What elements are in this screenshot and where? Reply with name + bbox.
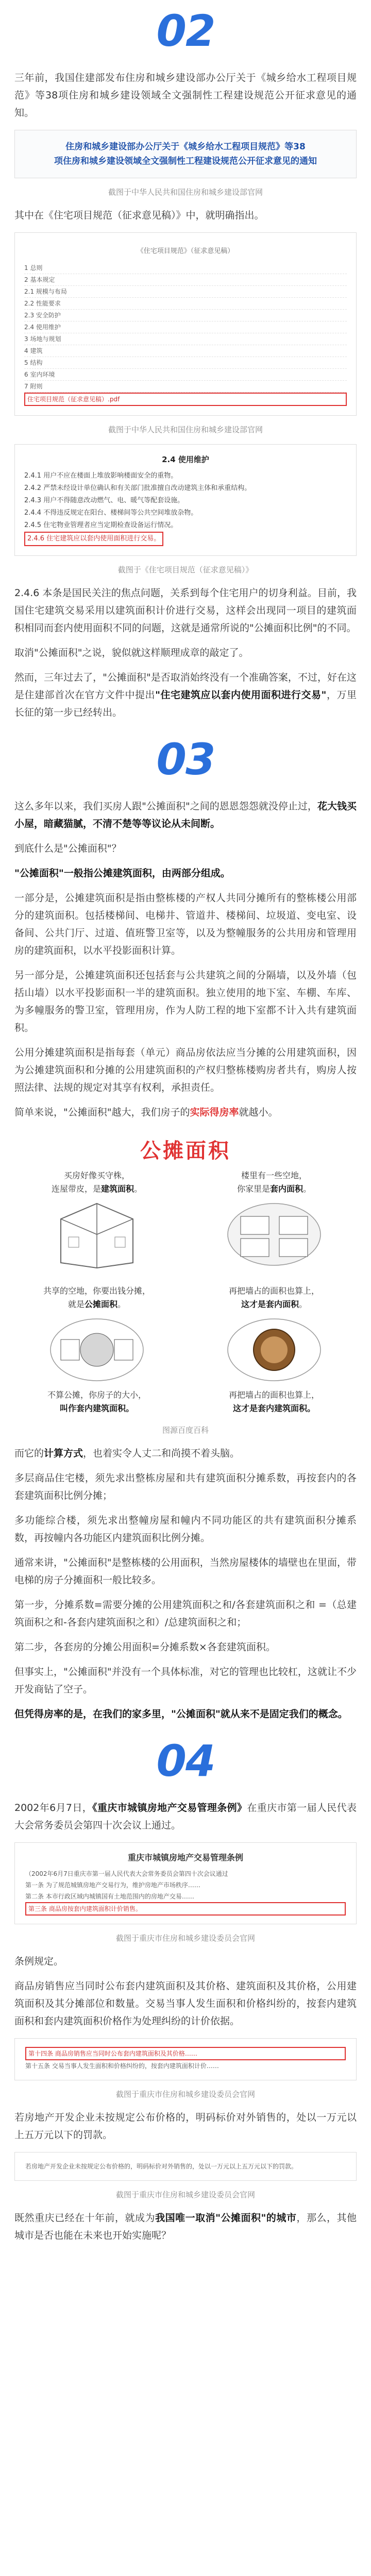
shared-floor-illustration — [14, 1311, 179, 1388]
toc-line: 2 基本规定 — [24, 274, 347, 286]
law-line: 第一条 为了规范城镇房地产交易行为，维护房地产市场秩序…… — [25, 1882, 200, 1889]
paragraph-calc-intro — [0, 1445, 371, 1462]
law-line-highlighted: 第三条 商品房按套内建筑面积计价销售。 — [25, 1902, 346, 1916]
paragraph-regulation: 条例规定。 — [14, 1956, 64, 1967]
screenshot-law-2 — [14, 2038, 357, 2080]
text-bold: 我国唯一取消"公摊面积"的城市 — [155, 2212, 297, 2224]
paragraph-multilayer: 多层商品住宅楼，须先求出整栋房屋和共有建筑面积分摊系数，再按套内的各套建筑面积比例分摊； — [14, 1472, 357, 1501]
toc-line: 5 结构 — [24, 357, 347, 369]
text-part: ，万里长征的第一步已经转出。 — [14, 689, 357, 718]
caption-law-2: 截图于重庆市住房和城乡建设委员会官网 — [115, 2090, 255, 2099]
paragraph-elevator: 通常来讲，"公摊面积"是整栋楼的公用面积，当然房屋楼体的墙壁也在里面，带电梯的房子分摊面积一般比较多。 — [14, 1557, 357, 1586]
text-part: ，也着实令人丈二和尚摸不着头脑。 — [83, 1448, 240, 1459]
text-bold: 一般指公摊建筑面积，由两部分组成。 — [63, 868, 230, 879]
text-bold: "公摊面积" — [14, 868, 64, 879]
text-bold: 这才是套内建筑面积。 — [232, 1403, 315, 1413]
clause-line: 2.4.3 用户不得随意改动燃气、电、暖气等配套设施。 — [24, 497, 184, 504]
text-part: 不算公摊，你房子的大小， — [47, 1390, 146, 1400]
text-bold: 但凭得房率的是，在我们的家多里，"公摊面积"就从来不是固定我们的概念。 — [14, 1708, 348, 1720]
paragraph-notice: 三年前，我国住建部发布住房和城乡建设部办公厅关于《城乡给水工程项目规范》等38项住房和城乡建设领域全文强制性工程建设规范公开征求意见的通知。 — [14, 72, 357, 118]
clause-title: 2.4 使用维护 — [162, 455, 209, 464]
notice-title-line-1: 住房和城乡建设部办公厅关于《城乡给水工程项目规范》等38 — [65, 142, 306, 152]
paragraph-final — [0, 2209, 371, 2244]
caption-clause: 截图于《住宅项目规范（征求意见稿）》 — [117, 565, 254, 574]
building-illustration — [14, 1196, 179, 1273]
text-part: 。 — [134, 1184, 143, 1194]
cell-sub-text — [192, 1388, 357, 1415]
text-bold: 花大钱买小屋，暗藏猫腻，不清不楚等等议论从未间断。 — [14, 801, 357, 829]
section-number-text: 04 — [156, 1736, 215, 1786]
text-bold: "住宅建筑应以套内使用面积进行交易" — [155, 689, 327, 701]
paragraph-part-two: 另一部分是，公摊建筑面积还包括套与公共建筑之间的分隔墙，以及外墙（包括山墙）以水平投影面积一半的建筑面积。独立使用的地下室、车棚、车库、为多幢服务的警卫室，管理用房，作为人防工程的地下室都不计入共有建筑面积。 — [14, 970, 357, 1033]
text-bold: 计算方式 — [44, 1448, 83, 1459]
text-part: 再把墙占的面积也算上， — [228, 1286, 319, 1296]
paragraph-multifunction: 多功能综合楼，须先求出整幢房屋和幢内不同功能区的共有建筑面积分摊系数，再按幢内各功能区内建筑面积比例分摊。 — [14, 1515, 357, 1544]
paragraph-clause-explain: 2.4.6 本条是国民关注的焦点问题，关系到每个住宅用户的切身利益。目前，我国住宅建筑交易采用以建筑面积计价进行交易，这样会出现同一项目的建筑面积相同而套内使用面积不同的问题，这就是通常所说的"公摊面积比例"的不同。 — [14, 587, 357, 634]
illustration-cell — [14, 1169, 179, 1273]
illustration-source: 图源百度百科 — [162, 1426, 209, 1435]
text-bold: 《重庆市城镇房地产交易管理条例》 — [92, 1802, 247, 1814]
paragraph-penalty: 若房地产开发企业未按规定公布价格的，明码标价对外销售的，处以一万元以上五万元以下的罚款。 — [14, 2112, 357, 2141]
toc-line: 2.3 安全防护 — [24, 310, 347, 321]
paragraph-step-two: 第二步，各套房的分摊公用面积=分摊系数×各套建筑面积。 — [14, 1641, 276, 1653]
text-red: 实际得房率 — [190, 1107, 239, 1118]
section-number-text: 02 — [156, 6, 215, 56]
text-part: 买房好像买守株， — [63, 1171, 130, 1180]
illustration-cell — [14, 1284, 179, 1415]
law-title: 重庆市城镇房地产交易管理条例 — [127, 1853, 243, 1862]
floorplan-icon — [223, 1198, 326, 1270]
toc-line: 4 建筑 — [24, 345, 347, 357]
toc-line: 1 总则 — [24, 262, 347, 274]
paragraph-grudge — [0, 798, 371, 833]
text-bold: 套内面积 — [269, 1184, 303, 1194]
paragraph-question: 到底什么是"公摊面积"？ — [14, 843, 122, 854]
screenshot-law-3 — [14, 2152, 357, 2181]
illustration-cell — [192, 1169, 357, 1273]
text-part: 2002年6月7日， — [14, 1802, 93, 1814]
paragraph-part-one: 一部分是，公摊建筑面积是指由整栋楼的产权人共同分摊所有的整栋楼公用部分的建筑面积。包括楼梯间、电梯井、管道井、楼梯间、垃圾道、变电室、设备间、公共门厅、过道、值班警卫室等，以及为整幢服务的公共用房和管理用房的建筑面积，以水平投影面积计算。 — [14, 892, 357, 956]
law-line: 第十五条 交易当事人发生面积和价格纠纷的，按套内建筑面积计价…… — [25, 2062, 219, 2070]
text-bold: 叫作套内建筑面积。 — [59, 1403, 134, 1413]
text-part: 就越小。 — [239, 1107, 278, 1118]
law-line-highlighted: 第十四条 商品房销售应当同时公布套内建筑面积及其价格…… — [25, 2047, 346, 2060]
text-part: 。 — [303, 1184, 312, 1194]
clause-line: 2.4.1 用户不应在楼面上堆放影响楼面安全的重物。 — [24, 472, 178, 480]
section-number-04 — [0, 1730, 371, 1792]
illustration-title — [0, 1134, 371, 1164]
illustration-title-text: 公摊面积 — [140, 1139, 231, 1163]
toc-line: 2.4 使用维护 — [24, 321, 347, 333]
draft-attachment-link[interactable]: 住宅项目规范（征求意见稿）.pdf — [24, 393, 347, 406]
screenshot-clause — [14, 444, 357, 556]
toc-line: 3 场地与规划 — [24, 333, 347, 345]
text-part: 而它的 — [14, 1448, 44, 1459]
caption-draft-toc: 截图于中华人民共和国住房和城乡建设部官网 — [108, 425, 263, 434]
paragraph-draft-intro: 其中在《住宅项目规范（征求意见稿）》中，就明确指出。 — [14, 210, 264, 221]
text-part: 这么多年以来，我们买房人跟"公摊面积"之间的恩恩怨怨就没停止过， — [14, 801, 317, 812]
cell-text — [192, 1169, 357, 1196]
law-line: 第二条 本市行政区域内城镇国有土地范围内的房地产交易…… — [25, 1893, 194, 1900]
paragraph-simple — [0, 1104, 371, 1121]
text-bold: 建筑面积 — [100, 1184, 134, 1194]
shared-floor-icon — [45, 1314, 148, 1386]
paragraph-step-one: 第一步，分摊系数=需要分摊的公用建筑面积之和/各套建筑面积之和 =（总建筑面积之和-各套内建筑面积之和）/总建筑面积之和； — [14, 1599, 357, 1628]
toc-line: 2.2 性能要求 — [24, 298, 347, 310]
text-part: 楼里有一些空地， — [241, 1171, 307, 1180]
toc-line: 6 室内环境 — [24, 369, 347, 381]
draft-header: 《住宅项目规范》（征求意见稿） — [137, 247, 234, 255]
clause-line: 2.4.4 不得违反规定在阳台、楼梯间等公共空间堆放杂物。 — [24, 509, 198, 517]
wall-illustration — [192, 1311, 357, 1388]
text-part: 就是 — [68, 1299, 85, 1309]
text-part: 在重庆市第一届人民代表大会常务委员会第四十次会议上通过。 — [14, 1802, 357, 1831]
section-number-text: 03 — [156, 734, 215, 785]
clause-line: 2.4.5 住宅物业管理者应当定期检查设备运行情况。 — [24, 521, 178, 529]
caption-law-3: 截图于重庆市住房和城乡建设委员会官网 — [115, 2190, 255, 2199]
text-part: 连屋带皮，是 — [51, 1184, 101, 1194]
toc-line: 2.1 规模与布局 — [24, 286, 347, 298]
text-bold: 这才是套内面积 — [241, 1299, 299, 1309]
text-part: 。 — [117, 1299, 126, 1309]
text-part: 。 — [299, 1299, 308, 1309]
floorplan-illustration — [192, 1196, 357, 1273]
text-bold: 公摊面积 — [84, 1299, 117, 1309]
text-part: 既然重庆已经在十年前，就成为 — [14, 2212, 156, 2224]
text-part: 再把墙占的面积也算上， — [228, 1390, 319, 1400]
paragraph-cancel: 取消"公摊面积"之说，貌似就这样顺理成章的敲定了。 — [14, 647, 249, 658]
screenshot-draft-toc — [14, 232, 357, 416]
law-line: 若房地产开发企业未按规定公布价格的，明码标价对外销售的，处以一万元以上五万元以下的罚款。 — [25, 2163, 298, 2170]
paragraph-definition — [0, 865, 371, 882]
notice-title-line-2: 项住房和城乡建设领域全文强制性工程建设规范公开征求意见的通知 — [54, 156, 317, 166]
text-part: ，那么，其他城市是否也能在未来也开始实施呢？ — [14, 2212, 357, 2241]
toc-line: 7 附则 — [24, 381, 347, 393]
caption-law-1: 截图于重庆市住房和城乡建设委员会官网 — [115, 1934, 255, 1943]
cell-text — [14, 1284, 179, 1311]
caption-notice: 截图于中华人民共和国住房和城乡建设部官网 — [108, 188, 263, 197]
cell-text — [14, 1169, 179, 1196]
paragraph-shared-area: 公用分摊建筑面积是指每套（单元）商品房依法应当分摊的公用建筑面积，因为公摊建筑面积和分摊的公用建筑面积的产权归整栋楼购房者共有，购房人按照法律、法规的规定对其享有权利，承担责任。 — [14, 1047, 357, 1093]
paragraph-chongqing — [0, 1799, 371, 1834]
paragraph-conclusion — [0, 1705, 371, 1723]
screenshot-notice-title — [14, 130, 357, 178]
paragraph-no-standard: 但事实上，"公摊面积"并没有一个具体标准，对它的管理也比较杠，这就让不少开发商钻了空子。 — [14, 1666, 357, 1695]
illustration-grid — [14, 1169, 357, 1415]
draft-toc-list — [24, 262, 347, 406]
cell-sub-text — [14, 1388, 179, 1415]
clause-line-highlighted: 2.4.6 住宅建筑应以套内使用面积进行交易。 — [24, 532, 163, 546]
building-icon — [45, 1198, 148, 1270]
text-part: 共享的空地，你要出钱分摊， — [43, 1286, 150, 1296]
illustration-cell — [192, 1284, 357, 1415]
text-part: 然而，三年过去了，"公摊面积"是否取消始终没有一个准确答案，不过，好在这是住建部首次在官方文件中提出 — [14, 672, 357, 701]
wall-icon — [223, 1314, 326, 1386]
cell-text — [192, 1284, 357, 1311]
paragraph-sales-rule: 商品房销售应当同时公布套内建筑面积及其价格、建筑面积及其价格，公用建筑面积及其分摊部位和数量。交易当事人发生面积和价格纠纷的，按套内建筑面积和套内建筑面积价格作为处理纠纷的计价依据。 — [14, 1980, 357, 2027]
text-part: 简单来说，"公摊面积"越大，我们房子的 — [14, 1107, 190, 1118]
clause-line: 2.4.2 严禁未经设计单位确认和有关部门批准擅自改动建筑主体和承重结构。 — [24, 484, 251, 492]
law-line: （2002年6月7日重庆市第一届人民代表大会常务委员会第四十次会议通过 — [25, 1870, 228, 1877]
section-number-03 — [0, 728, 371, 790]
paragraph-three-years — [0, 669, 371, 721]
section-number-02 — [0, 0, 371, 62]
screenshot-law-1 — [14, 1842, 357, 1924]
text-part: 你家里是 — [237, 1184, 270, 1194]
